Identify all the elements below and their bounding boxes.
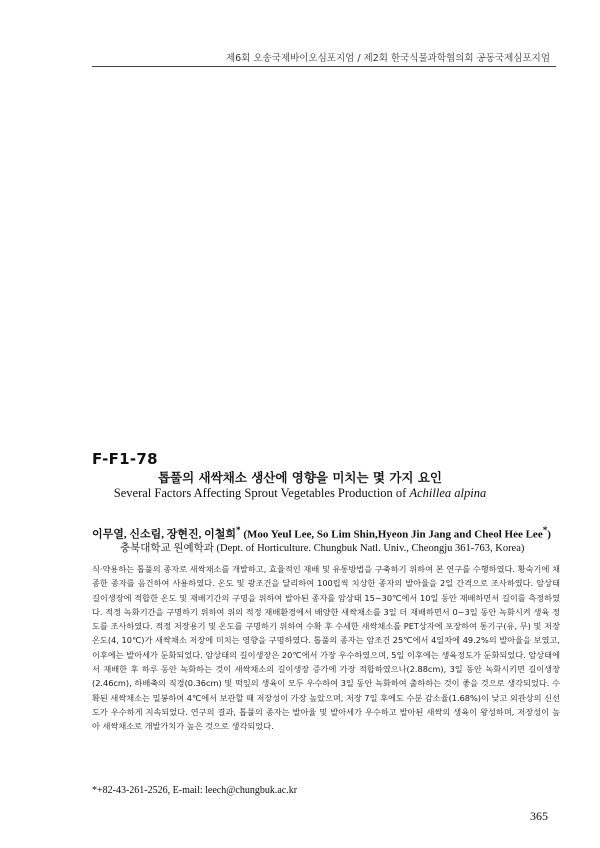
- title-korean: 톱풀의 새싹채소 생산에 영향을 미치는 몇 가지 요인: [157, 470, 443, 485]
- contact-info: *+82-43-261-2526, E-mail: leech@chungbuk.ac.kr: [92, 785, 298, 796]
- authors-english: (Moo Yeul Lee, So Lim Shin,Hyeon Jin Jang and Cheol Hee Lee: [240, 528, 543, 541]
- affiliation: 충북대학교 원예학과 (Dept. of Horticulture. Chungbuk Natl. Univ., Cheongju 361-763, Korea): [120, 543, 525, 554]
- authors-korean: 이무열, 신소림, 장현진, 이철희: [92, 528, 237, 541]
- title-english-species: Achillea alpina: [409, 486, 487, 500]
- title-english-main: Several Factors Affecting Sprout Vegetables Production of: [113, 486, 410, 500]
- corresponding-mark-korean: *: [236, 525, 241, 535]
- page-number: 365: [530, 809, 548, 823]
- authors-close: ): [547, 528, 551, 541]
- corresponding-mark-english: *: [542, 525, 548, 535]
- abstract-id: F-F1-78: [92, 450, 158, 468]
- header-rule: [92, 66, 556, 67]
- abstract-body: 식·약용하는 톱풀의 종자로 새싹채소를 개발하고, 효율적인 재배 및 유통방법을 구축하기 위하여 본 연구를 수행하였다. 황숙기에 채종한 종자를 음건하여 사용하였다. 온도 및 광조건을 달리하여 100립씩 치상한 종자의 발아율을 2일 간격으로 조사하였다. 암상태 길이생장에 적합한 온도 및 재배기간의 구명을 위하여 발아된 종자를 암상태 15~30℃에서 10일 동안 재배하면서 길이를 측정하였다. 적정 녹화기간을 구명하기 위하여 위의 적정 재배환경에서 배양한 새싹채소를 3일 더 재배하면서 0~3일 동안 녹화시켜 생육 정도를 조사하였다. 적정 저장용기 및 온도를 구명하기 위하여 수확 후 수세한 새싹채소를 PET상자에 포장하여 통기구(유, 무) 및 저장온도(4, 10℃)가 새싹채소 저장에 미치는 영향을 구명하였다. 톱풀의 종자는 암조건 25℃에서 4일차에 49.2%의 발아율을 보였고, 이후에는 발아세가 둔화되었다. 암상태의 길이생장은 20℃에서 가장 우수하였으며, 5일 이후에는 생육정도가 둔화되었다. 암상태에서 재배한 후 하루 동안 녹화하는 것이 새싹채소의 길이생장 증가에 가장 적합하였으나(2.88cm), 3일 동안 녹화시키면 길이생장(2.46cm), 하배축의 직경(0.36cm) 및 떡잎의 생육이 모두 우수하여 3일 동안 녹화하여 출하하는 것이 좋을 것으로 생각되었다. 수확된 새싹채소는 밀봉하여 4℃에서 보관할 때 저장성이 가장 높았으며, 저장 7일 후에도 수분 감소율(1.68%)이 낮고 외관상의 신선도가 우수하게 지속되었다. 연구의 결과, 톱풀의 종자는 발아율 및 발아세가 우수하고 발아된 새싹의 생육이 왕성하며, 저장성이 높아 새싹채소로 개발가치가 높은 것으로 생각되었다.: [92, 564, 560, 732]
- title-english: [0, 486, 600, 501]
- running-header: 제6회 오송국제바이오심포지엄 / 제2회 한국식물과학협의회 공동국제심포지엄: [225, 53, 550, 64]
